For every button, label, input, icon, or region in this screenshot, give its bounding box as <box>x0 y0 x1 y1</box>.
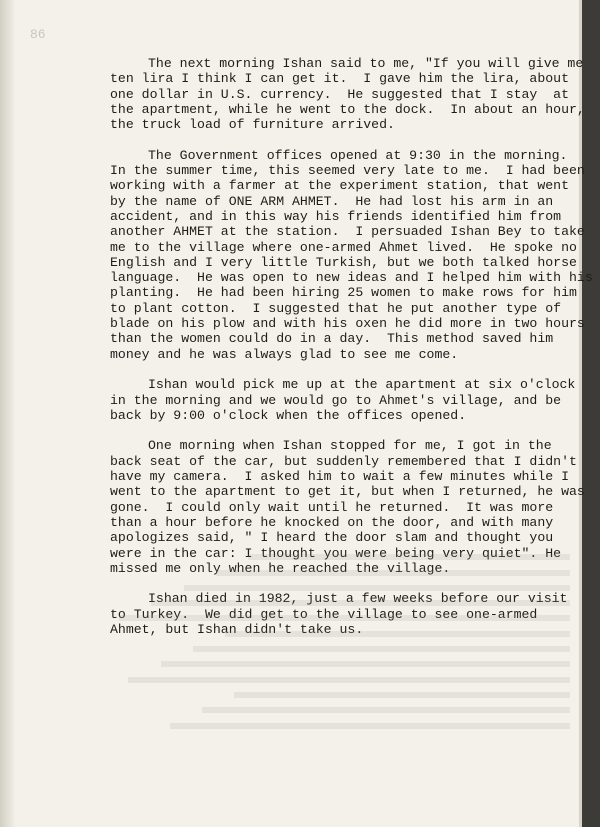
text-line: money and he was always glad to see me come. <box>110 346 459 362</box>
text-line: one dollar in U.S. currency. He suggested that I stay at <box>110 86 569 102</box>
text-line: accident, and in this way his friends identified him from <box>110 208 562 224</box>
text-line: than the women could do in a day. This method saved him <box>110 331 554 347</box>
text-line: the truck load of furniture arrived. <box>110 117 395 133</box>
text-line: The Government offices opened at 9:30 in the morning. <box>148 147 568 163</box>
bleed-line <box>170 713 570 728</box>
page-number: 86 <box>30 27 46 42</box>
paragraph <box>110 147 593 362</box>
bleed-line <box>216 560 570 575</box>
text-line: back by 9:00 o'clock when the offices opened. <box>110 407 467 423</box>
text-line: than a hour before he knocked on the door, and with many <box>110 514 554 530</box>
text-line: gone. I could only wait until he returned. It was more <box>110 499 554 515</box>
bleed-line <box>193 637 570 652</box>
text-line: blade on his plow and with his oxen he did more in two hours <box>110 316 585 332</box>
paragraph <box>110 377 582 423</box>
bleed-line <box>119 606 570 621</box>
text-line: in the morning and we would go to Ahmet's village, and be <box>110 392 562 408</box>
text-line: were in the car: I thought you were being very quiet". He <box>110 545 562 561</box>
text-line: the apartment, while he went to the dock. In about an hour, <box>110 101 585 117</box>
text-line: ten lira I think I can get it. I gave him the lira, about <box>110 71 569 87</box>
bleed-line <box>225 621 570 636</box>
text-line: working with a farmer at the experiment station, that went <box>110 178 569 194</box>
text-line: English and I very little Turkish, but we both talked horse <box>110 254 577 270</box>
bleed-line <box>128 667 570 682</box>
bleed-line <box>151 591 570 606</box>
text-line: to plant cotton. I suggested that he put another type of <box>110 300 562 316</box>
text-line: another AHMET at the station. I persuaded Ishan Bey to take <box>110 224 585 240</box>
text-line: Ahmet, but Ishan didn't take us. <box>110 621 364 637</box>
bleed-line <box>184 576 570 591</box>
text-line: Ishan would pick me up at the apartment at six o'clock <box>148 377 576 393</box>
show-through-text <box>110 545 570 729</box>
text-line: apologizes said, " I heard the door slam and thought you <box>110 530 554 546</box>
text-line: The next morning Ishan said to me, "If you will give me <box>148 56 584 71</box>
text-line: back seat of the car, but suddenly remembered that I didn't <box>110 453 577 469</box>
text-line: language. He was open to new ideas and I helped him with his <box>110 270 593 286</box>
text-line: In the summer time, this seemed very late to me. I had been <box>110 163 585 179</box>
text-line: Ishan died in 1982, just a few weeks before our visit <box>148 591 568 607</box>
text-line: went to the apartment to get it, but when I returned, he was <box>110 484 585 500</box>
bleed-line <box>248 545 570 560</box>
text-line: to Turkey. We did get to the village to see one-armed <box>110 606 538 622</box>
paragraph <box>110 56 585 133</box>
bleed-line <box>234 683 570 698</box>
bleed-line <box>161 652 570 667</box>
book-spine-shadow <box>0 0 16 827</box>
text-line: missed me only when he reached the village. <box>110 560 451 576</box>
text-line: planting. He had been hiring 25 women to make rows for him <box>110 285 577 301</box>
text-line: One morning when Ishan stopped for me, I got in the <box>148 438 552 454</box>
text-line: me to the village where one-armed Ahmet lived. He spoke no <box>110 239 577 255</box>
text-line: have my camera. I asked him to wait a few minutes while I <box>110 469 569 485</box>
text-line: by the name of ONE ARM AHMET. He had lost his arm in an <box>110 193 554 209</box>
bleed-line <box>202 698 570 713</box>
